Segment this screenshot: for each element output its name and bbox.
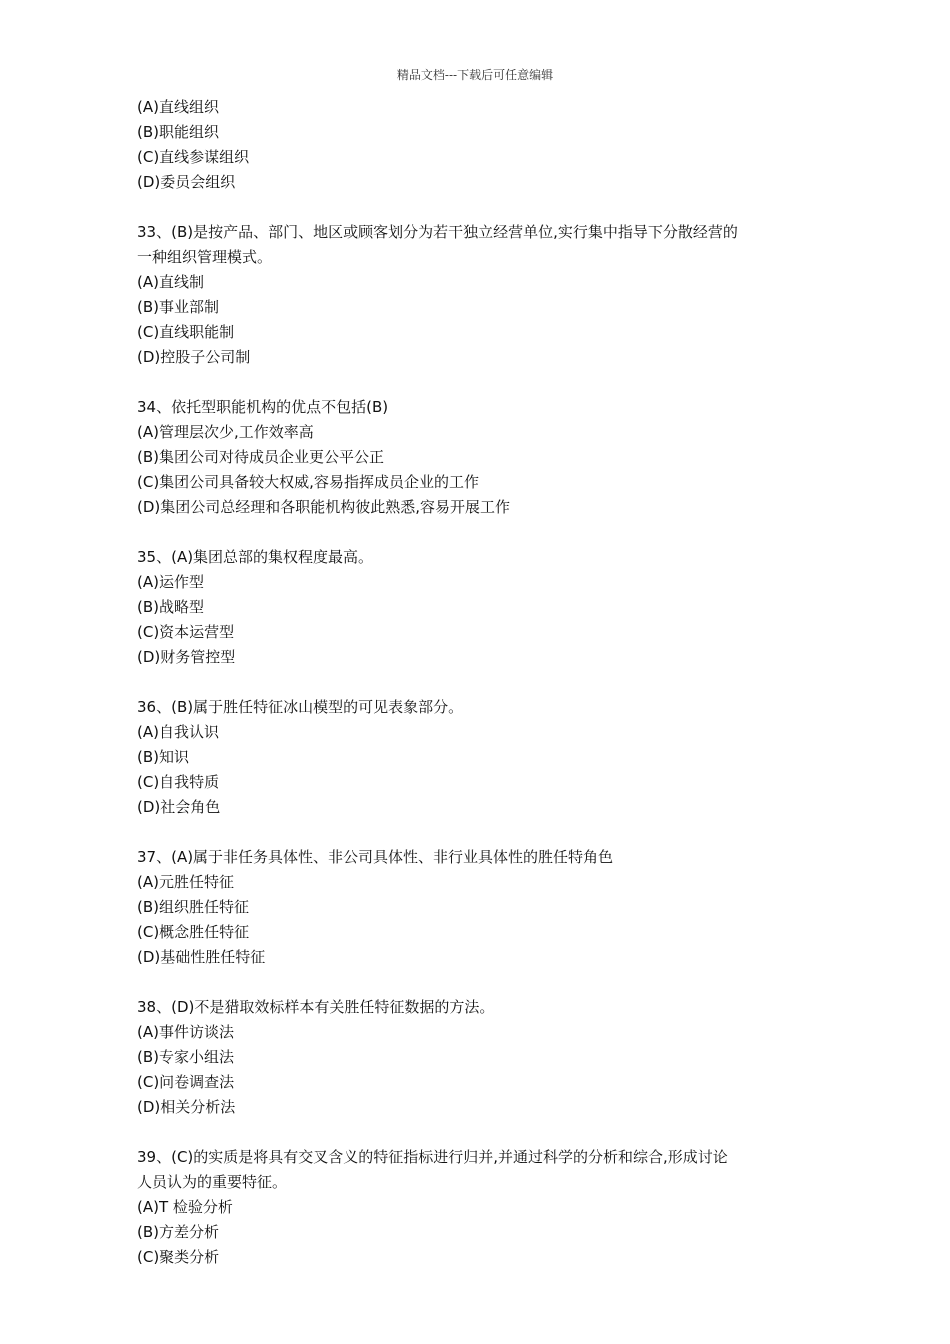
option-d: (D)集团公司总经理和各职能机构彼此熟悉,容易开展工作 (137, 498, 511, 516)
option-c: (C)直线参谋组织 (137, 148, 250, 166)
question-stem-line: 35、(A)集团总部的集权程度最高。 (137, 548, 374, 566)
option-a: (A)直线制 (137, 273, 204, 291)
question-33 (137, 220, 827, 370)
option-a: (A)自我认识 (137, 723, 219, 741)
question-stem-line: 38、(D)不是猎取效标样本有关胜任特征数据的方法。 (137, 998, 495, 1016)
option-c: (C)问卷调查法 (137, 1073, 235, 1091)
question-stem-line: 34、依托型职能机构的优点不包括(B) (137, 398, 389, 416)
document-body (137, 95, 827, 1270)
question-35 (137, 545, 827, 670)
option-a: (A)运作型 (137, 573, 204, 591)
question-34 (137, 395, 827, 520)
question-38 (137, 995, 827, 1120)
question-37 (137, 845, 827, 970)
option-c: (C)自我特质 (137, 773, 220, 791)
option-b: (B)知识 (137, 748, 189, 766)
question-stem-line: 39、(C)的实质是将具有交叉含义的特征指标进行归并,并通过科学的分析和综合,形成讨论 (137, 1148, 728, 1166)
option-a: (A)直线组织 (137, 98, 219, 116)
option-a: (A)元胜任特征 (137, 873, 234, 891)
question-39 (137, 1145, 827, 1270)
page-header: 精品文档---下载后可任意编辑 (396, 68, 554, 82)
option-b: (B)组织胜任特征 (137, 898, 249, 916)
option-a: (A)管理层次少,工作效率高 (137, 423, 314, 441)
option-b: (B)事业部制 (137, 298, 219, 316)
option-d: (D)控股子公司制 (137, 348, 251, 366)
option-c: (C)资本运营型 (137, 623, 235, 641)
question-stem-line: 33、(B)是按产品、部门、地区或顾客划分为若干独立经营单位,实行集中指导下分散经营的 (137, 223, 738, 241)
option-b: (B)专家小组法 (137, 1048, 234, 1066)
option-c: (C)聚类分析 (137, 1248, 220, 1266)
option-b: (B)战略型 (137, 598, 204, 616)
option-b: (B)方差分析 (137, 1223, 219, 1241)
option-d: (D)委员会组织 (137, 173, 236, 191)
question-stem-line: 人员认为的重要特征。 (137, 1173, 288, 1191)
question-36 (137, 695, 827, 820)
question-stem-line: 37、(A)属于非任务具体性、非公司具体性、非行业具体性的胜任特角色 (137, 848, 614, 866)
option-c: (C)直线职能制 (137, 323, 235, 341)
option-a: (A)事件访谈法 (137, 1023, 234, 1041)
option-c: (C)概念胜任特征 (137, 923, 250, 941)
carryover-options (137, 95, 827, 195)
option-d: (D)基础性胜任特征 (137, 948, 266, 966)
option-c: (C)集团公司具备较大权威,容易指挥成员企业的工作 (137, 473, 479, 491)
option-b: (B)集团公司对待成员企业更公平公正 (137, 448, 384, 466)
option-a: (A)T 检验分析 (137, 1198, 233, 1216)
option-b: (B)职能组织 (137, 123, 219, 141)
option-d: (D)财务管控型 (137, 648, 236, 666)
option-d: (D)社会角色 (137, 798, 221, 816)
question-stem-line: 一种组织管理模式。 (137, 248, 273, 266)
question-stem-line: 36、(B)属于胜任特征冰山模型的可见表象部分。 (137, 698, 464, 716)
option-d: (D)相关分析法 (137, 1098, 236, 1116)
